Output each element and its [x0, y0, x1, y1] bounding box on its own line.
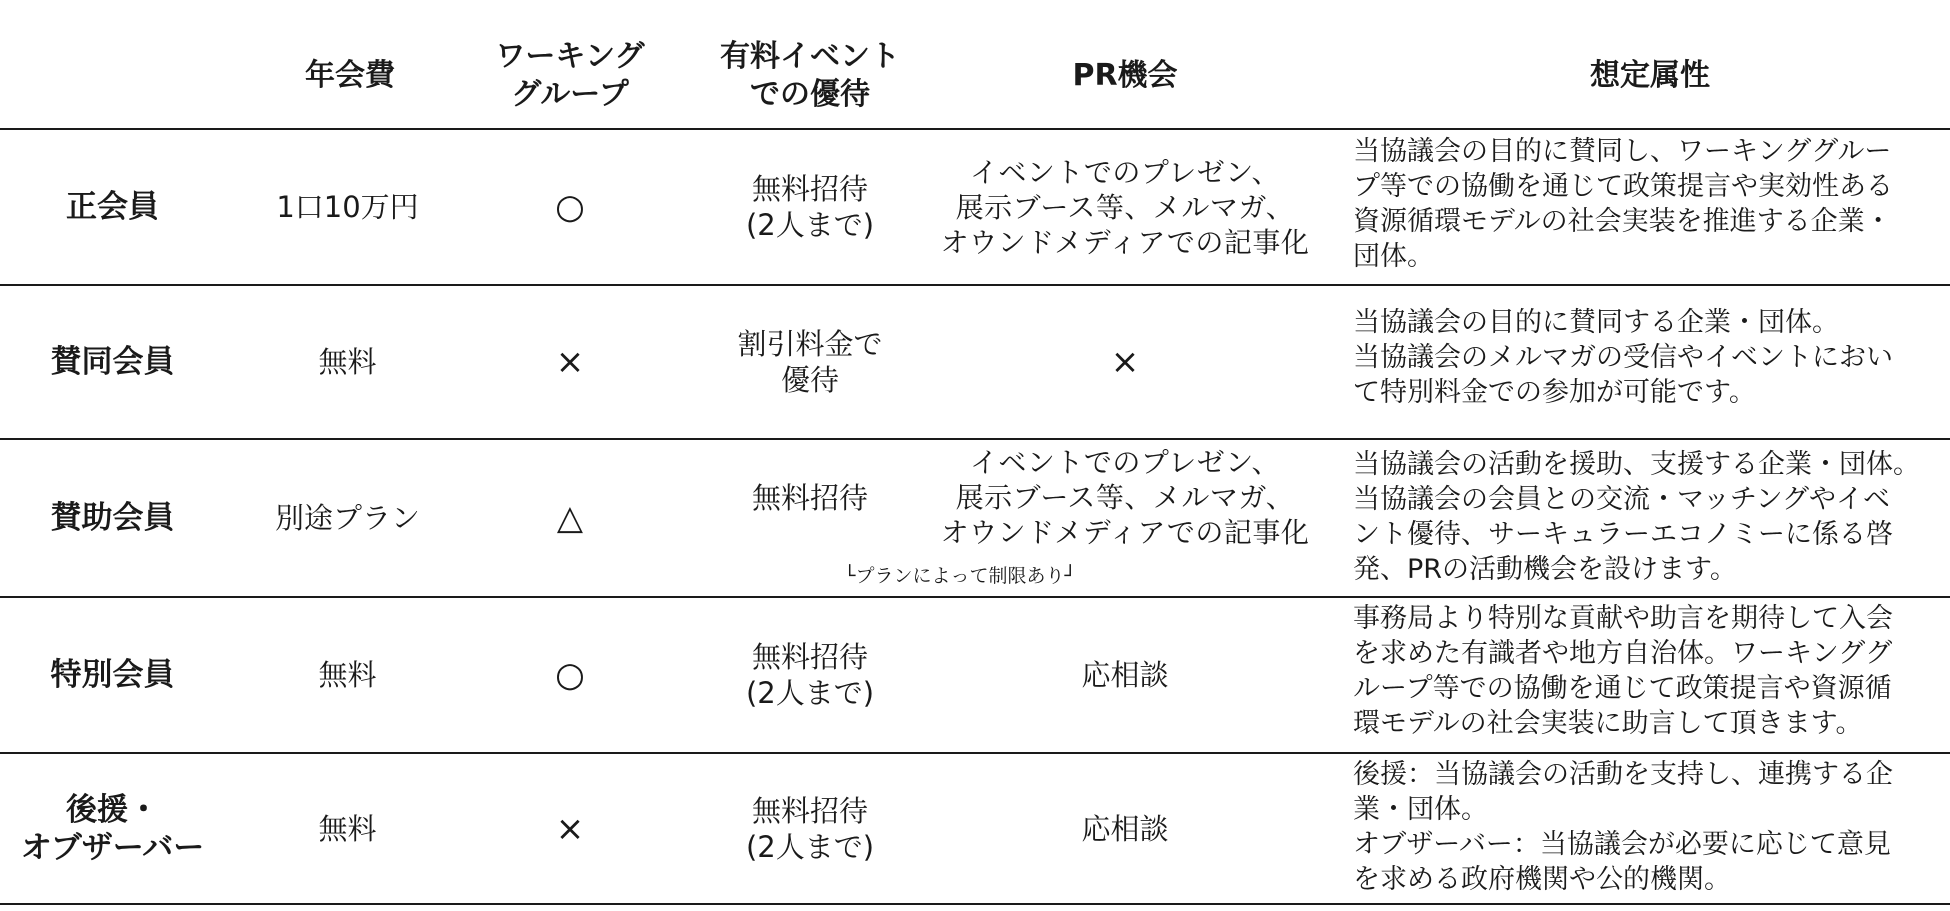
pr-opportunity: ×: [1110, 342, 1140, 382]
event-benefit: 無料招待 (2人まで): [745, 640, 875, 710]
annual-fee: 無料: [318, 658, 377, 692]
pr-opportunity: 応相談: [1081, 658, 1169, 692]
pr-opportunity: イベントでのプレゼン、 展示ブース等、メルマガ、 オウンドメディアでの記事化: [940, 446, 1310, 549]
header-expected-attributes: 想定属性: [1590, 58, 1710, 93]
plan-restriction-note: └プランによって制限あり┘: [844, 565, 1076, 587]
event-benefit: 割引料金で 優待: [737, 327, 883, 397]
pr-opportunity: イベントでのプレゼン、 展示ブース等、メルマガ、 オウンドメディアでの記事化: [940, 155, 1310, 259]
member-type: 特別会員: [50, 657, 175, 693]
working-group-mark: △: [556, 498, 584, 538]
header-working-group: ワーキング グループ: [495, 39, 645, 112]
member-type: 賛助会員: [50, 500, 175, 536]
table-bottom-border: [0, 903, 1950, 905]
annual-fee: 無料: [318, 812, 377, 846]
member-type: 後援・ オブザーバー: [20, 792, 205, 866]
expected-attributes: 当協議会の活動を援助、支援する企業・団体。 当協議会の会員との交流・マッチングやイベ ント優待、サーキュラーエコノミーに係る啓 発、PRの活動機会を設けます。: [1353, 449, 1920, 585]
event-benefit: 無料招待 (2人まで): [745, 794, 875, 864]
expected-attributes: 後援：当協議会の活動を支持し、連携する企 業・団体。 オブザーバー：当協議会が必要に応じて意見 を求める政府機関や公的機関。: [1353, 759, 1893, 895]
working-group-mark: ○: [555, 655, 585, 695]
member-type: 正会員: [66, 189, 159, 225]
annual-fee: 1口10万円: [276, 190, 419, 224]
annual-fee: 無料: [318, 345, 377, 379]
expected-attributes: 事務局より特別な貢献や助言を期待して入会 を求めた有識者や地方自治体。ワーキンググ ループ等での協働を通じて政策提言や資源循 環モデルの社会実装に助言して頂きます。: [1353, 603, 1893, 739]
working-group-mark: ○: [555, 187, 585, 227]
event-benefit: 無料招待: [751, 480, 868, 515]
event-benefit: 無料招待 (2人まで): [745, 172, 875, 242]
expected-attributes: 当協議会の目的に賛同し、ワーキンググルー プ等での協働を通じて政策提言や実効性ある 資源循環モデルの社会実装を推進する企業・ 団体。: [1353, 136, 1893, 272]
member-type: 賛同会員: [50, 344, 175, 380]
expected-attributes: 当協議会の目的に賛同する企業・団体。 当協議会のメルマガの受信やイベントにおい て特別料金での参加が可能です。: [1353, 307, 1893, 408]
header-fee: 年会費: [305, 58, 395, 93]
pr-opportunity: 応相談: [1081, 812, 1169, 846]
header-event-benefit: 有料イベント での優待: [720, 39, 900, 112]
header-pr-opportunity: PR機会: [1072, 58, 1178, 93]
annual-fee: 別途プラン: [274, 501, 420, 535]
working-group-mark: ×: [555, 342, 585, 382]
working-group-mark: ×: [555, 809, 585, 849]
